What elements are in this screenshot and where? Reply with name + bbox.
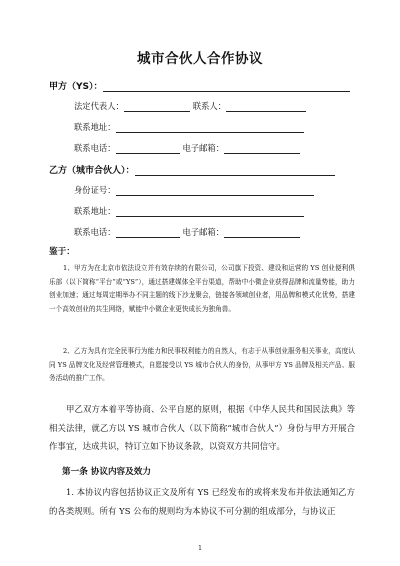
legal-rep-label: 法定代表人： <box>74 101 124 111</box>
party-a-email-label: 电子邮箱： <box>182 143 224 153</box>
party-a-address-blank[interactable] <box>116 124 304 133</box>
party-b-address-line <box>74 205 304 217</box>
id-number-label: 身份证号： <box>74 185 116 195</box>
recital-2: 2、乙方为具有完全民事行为能力和民事权利能力的自然人，有志于从事创业服务相关事业，高度认同 YS 品牌文化及经营管理模式，自愿接受以 YS 城市合伙人的身份，从事甲方 YS 品牌及相关产品、服务活动的推广工作。 <box>49 347 355 383</box>
recital-3: 甲乙双方本着平等协商、公平自愿的原则，根据《中华人民共和国民法典》等相关法律，就乙方以 YS 城市合伙人（以下简称“城市合伙人”）身份与甲方开展合作事宜，达成共识，特订立如下协议条款，以资双方共同信守。 <box>49 404 355 451</box>
legal-rep-blank[interactable] <box>124 103 190 112</box>
party-b-phone-label: 联系电话： <box>74 227 116 237</box>
contact-blank[interactable] <box>226 103 306 112</box>
party-b-phone-line <box>74 226 300 238</box>
legal-rep-line <box>74 100 306 112</box>
contact-label: 联系人： <box>192 101 226 111</box>
article-1-title: 第一条 协议内容及效力 <box>62 467 151 477</box>
party-b-email-blank[interactable] <box>224 229 300 238</box>
recital-1: 1、甲方为在北京市依法设立并有效存续的有限公司，公司旗下投资、建设和运营的 YS 创业便利俱乐部（以下简称“平台”或“YS”），通过搭建媒体全平台渠道，帮助中小微企业获得品牌和流量势能，助力创业加速；通过每周定期举办不同主题的线下沙龙聚会，链接各领域创业者，用品牌和模式化优势，搭建一个高效创业的共生网络，赋能中小微企业更快成长为独角兽。 <box>49 264 355 314</box>
party-a-phone-blank[interactable] <box>116 145 180 154</box>
party-b-line <box>49 163 335 176</box>
party-a-phone-line <box>74 142 300 154</box>
party-b-address-label: 联系地址： <box>74 206 116 216</box>
id-number-line <box>74 184 314 196</box>
party-a-label: 甲方（YS）： <box>49 82 103 92</box>
party-b-address-blank[interactable] <box>116 208 304 217</box>
page-number: 1 <box>198 545 202 552</box>
party-a-blank[interactable] <box>103 83 350 92</box>
id-number-blank[interactable] <box>116 187 314 196</box>
document-title: 城市合伙人合作协议 <box>137 51 263 67</box>
article-1-text: 1. 本协议内容包括协议正文及所有 YS 已经发布的或将来发布并依法通知乙方的各类规则。所有 YS 公布的规则均为本协议不可分割的组成部分，与协议正 <box>49 487 355 516</box>
party-b-email-label: 电子邮箱： <box>182 227 224 237</box>
party-a-address-line <box>74 121 304 133</box>
party-a-email-blank[interactable] <box>224 145 300 154</box>
party-b-blank[interactable] <box>135 167 335 176</box>
whereas-heading: 鉴于： <box>49 247 75 257</box>
party-b-label: 乙方（城市合伙人）： <box>49 166 135 176</box>
party-a-line <box>49 79 350 92</box>
party-a-address-label: 联系地址： <box>74 122 116 132</box>
party-a-phone-label: 联系电话： <box>74 143 116 153</box>
party-b-phone-blank[interactable] <box>116 229 180 238</box>
